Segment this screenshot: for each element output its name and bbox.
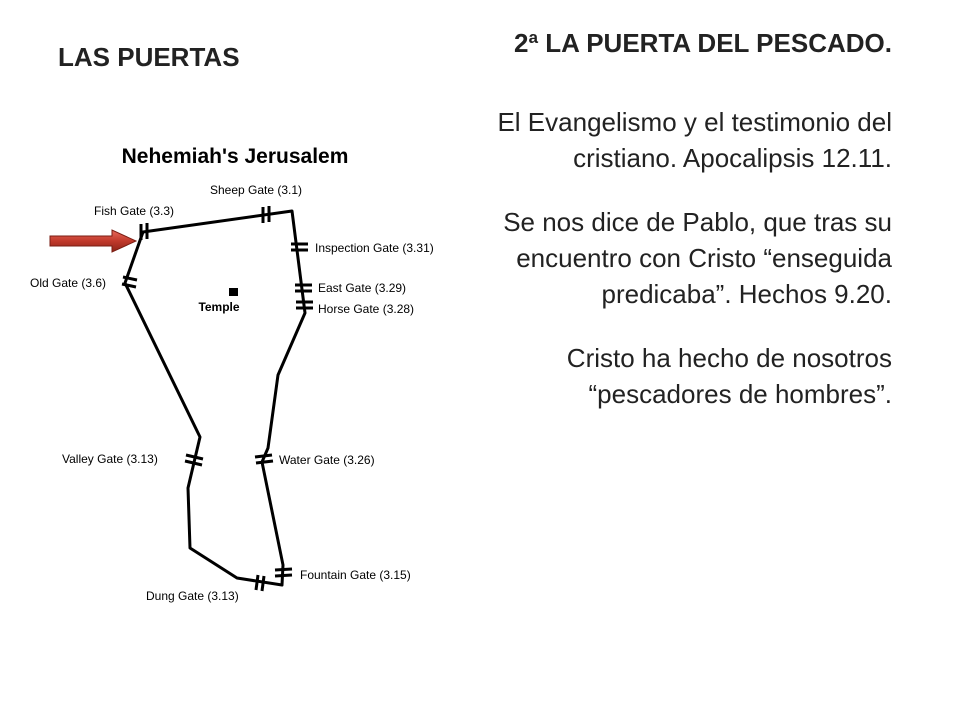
fish-gate-arrow <box>50 230 136 252</box>
east-gate-label: East Gate (3.29) <box>318 281 407 295</box>
city-wall <box>125 211 305 585</box>
water-gate-marker <box>255 455 272 457</box>
map-title: Nehemiah's Jerusalem <box>121 145 349 168</box>
valley-gate-marker <box>186 455 203 459</box>
old-gate-label: Old Gate (3.6) <box>30 276 107 290</box>
paragraph-evangelism: El Evangelismo y el testimonio del cristiano. Apocalipsis 12.11. <box>497 107 892 173</box>
gate-markers <box>122 206 313 591</box>
paragraph-pablo: Se nos dice de Pablo, que tras su encuentro con Cristo “enseguida predicaba”. Hechos 9.20. <box>503 207 892 309</box>
dung-gate-label: Dung Gate (3.13) <box>146 589 239 603</box>
slide-heading: 2ª LA PUERTA DEL PESCADO. <box>513 28 892 58</box>
fountain-gate-label: Fountain Gate (3.15) <box>300 568 411 582</box>
sheep-gate-label: Sheep Gate (3.1) <box>210 183 303 197</box>
temple-label: Temple <box>198 300 240 314</box>
valley-gate-label: Valley Gate (3.13) <box>62 452 158 466</box>
fish-gate-label: Fish Gate (3.3) <box>94 204 175 218</box>
section-label: LAS PUERTAS <box>58 42 240 72</box>
inspection-gate-label: Inspection Gate (3.31) <box>315 241 434 255</box>
horse-gate-label: Horse Gate (3.28) <box>318 302 415 316</box>
water-gate-label: Water Gate (3.26) <box>279 453 375 467</box>
paragraph-fishers: Cristo ha hecho de nosotros “pescadores de hombres”. <box>566 343 892 409</box>
fountain-gate-marker <box>275 569 292 570</box>
temple-marker <box>229 288 238 296</box>
dung-gate-marker <box>256 575 258 590</box>
